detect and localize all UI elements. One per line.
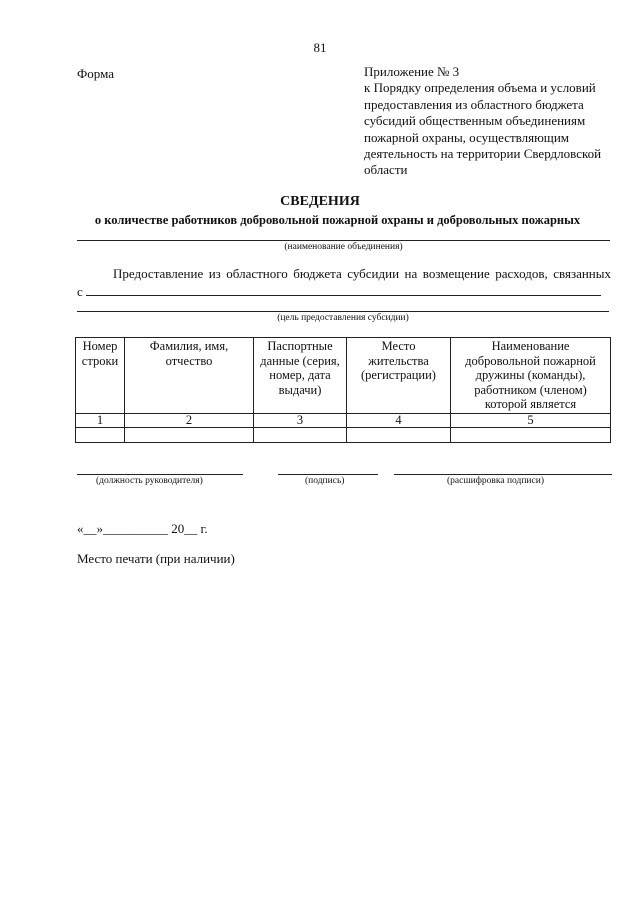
- column-number: 1: [76, 414, 125, 428]
- date-line: «__»__________ 20__ г.: [77, 521, 208, 536]
- appendix-line: пожарной охраны, осуществляющим: [364, 129, 570, 145]
- header-passport: Паспортные данные (серия, номер, дата выдачи): [254, 338, 347, 414]
- appendix-line: к Порядку определения объема и условий: [364, 80, 596, 96]
- document-subtitle: о количестве работников добровольной пожарной охраны и добровольных пожарных: [94, 213, 581, 227]
- table-row: [76, 428, 611, 443]
- seal-place: Место печати (при наличии): [77, 551, 235, 566]
- purpose-caption: (цель предоставления субсидии): [277, 313, 409, 323]
- association-caption: (наименование объединения): [284, 242, 403, 252]
- signature-caption: (подпись): [305, 476, 345, 486]
- appendix-line: области: [364, 162, 408, 178]
- association-name-line: [77, 240, 610, 241]
- table-cell: [254, 428, 347, 443]
- decoding-caption: (расшифровка подписи): [447, 476, 544, 486]
- table-cell: [76, 428, 125, 443]
- appendix-block: [364, 64, 614, 179]
- table-header-row: [76, 338, 611, 414]
- table-cell: [125, 428, 254, 443]
- header-residence: Место жительства (регистрации): [347, 338, 451, 414]
- column-number: 2: [125, 414, 254, 428]
- document-title: СВЕДЕНИЯ: [280, 194, 360, 209]
- header-brigade: Наименование добровольной пожарной дружины (команды), работником (членом) которой является: [451, 338, 611, 414]
- appendix-line: предоставления из областного бюджета: [364, 96, 584, 112]
- form-label: Форма: [77, 66, 114, 81]
- appendix-line: субсидий общественным объединениям: [364, 113, 586, 129]
- decoding-line: [394, 474, 612, 475]
- appendix-line: деятельность на территории Свердловской: [364, 146, 602, 162]
- column-number: 5: [451, 414, 611, 428]
- header-full-name: Фамилия, имя, отчество: [125, 338, 254, 414]
- paragraph-continuation: с: [77, 284, 83, 299]
- purpose-line-1: [86, 295, 601, 296]
- position-line: [77, 474, 243, 475]
- signature-line: [278, 474, 378, 475]
- column-number: 4: [347, 414, 451, 428]
- appendix-line: Приложение № 3: [364, 64, 460, 79]
- column-number: 3: [254, 414, 347, 428]
- workers-table: [75, 337, 611, 443]
- header-row-number: Номер строки: [76, 338, 125, 414]
- page-number: 81: [313, 40, 327, 55]
- position-caption: (должность руководителя): [96, 476, 203, 486]
- table-cell: [451, 428, 611, 443]
- table-number-row: [76, 414, 611, 428]
- table-cell: [347, 428, 451, 443]
- subsidy-paragraph: Предоставление из областного бюджета субсидии на возмещение расходов, связанных: [113, 266, 611, 281]
- purpose-line-2: [77, 311, 609, 312]
